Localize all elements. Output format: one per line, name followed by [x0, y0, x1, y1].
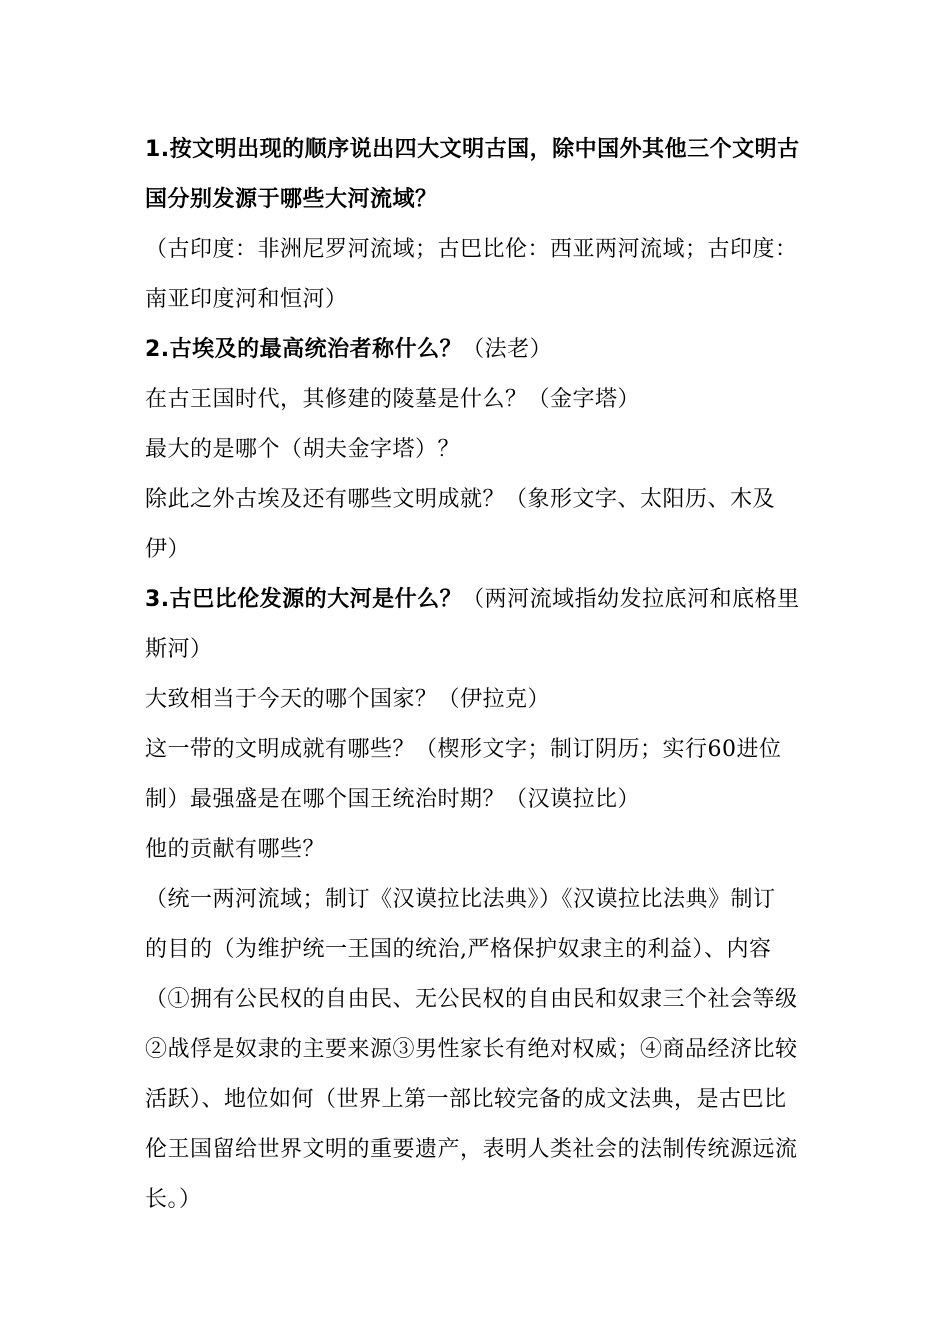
text-line-6	[145, 375, 805, 425]
text-line-21	[145, 1125, 805, 1175]
text-line-17	[145, 925, 805, 975]
question-text: 国分别发源于哪些大河流域？	[145, 187, 438, 212]
text-line-12	[145, 675, 805, 725]
answer-text: 大致相当于今天的哪个国家？（伊拉克）	[145, 687, 551, 712]
answer-text: 在古王国时代，其修建的陵墓是什么？（金字塔）	[145, 387, 641, 412]
document-body	[145, 125, 805, 1225]
text-line-16	[145, 875, 805, 925]
answer-text: ②战俘是奴隶的主要来源③男性家长有绝对权威；④商品经济比较	[145, 1037, 798, 1062]
text-line-3	[145, 225, 805, 275]
answer-text: （统一两河流域；制订《汉谟拉比法典》）《汉谟拉比法典》制订	[145, 887, 776, 912]
text-line-22	[145, 1175, 805, 1225]
answer-text: 活跃）、地位如何（世界上第一部比较完备的成文法典，是古巴比	[145, 1087, 787, 1112]
answer-text: 伦王国留给世界文明的重要遗产，表明人类社会的法制传统源远流	[145, 1137, 798, 1162]
text-line-10	[145, 575, 805, 625]
answer-text: （①拥有公民权的自由民、无公民权的自由民和奴隶三个社会等级	[145, 987, 798, 1012]
answer-text: （两河流域指幼发拉底河和底格里	[462, 587, 800, 612]
answer-text: 除此之外古埃及还有哪些文明成就？（象形文字、太阳历、木及	[145, 487, 776, 512]
question-text: 2.古埃及的最高统治者称什么？	[145, 337, 463, 362]
text-line-18	[145, 975, 805, 1025]
text-line-9	[145, 525, 805, 575]
text-line-14	[145, 775, 805, 825]
text-line-5	[145, 325, 805, 375]
question-text: 1.按文明出现的顺序说出四大文明古国，除中国外其他三个文明古	[145, 137, 800, 162]
text-line-13	[145, 725, 805, 775]
answer-text: 这一带的文明成就有哪些？（楔形文字；制订阴历；实行60进位	[145, 737, 782, 762]
answer-text: 制）最强盛是在哪个国王统治时期？（汉谟拉比）	[145, 787, 641, 812]
text-line-11	[145, 625, 805, 675]
answer-text: 的目的（为维护统一王国的统治,严格保护奴隶主的利益）、内容	[145, 937, 772, 962]
answer-text: （古印度：非洲尼罗河流域；古巴比伦：西亚两河流域；古印度：	[145, 237, 798, 262]
text-line-4	[145, 275, 805, 325]
answer-text: 长。）	[145, 1187, 202, 1212]
answer-text: 他的贡献有哪些？	[145, 837, 326, 862]
answer-text: 斯河）	[145, 637, 213, 662]
answer-text: 南亚印度河和恒河）	[145, 287, 348, 312]
text-line-1	[145, 125, 805, 175]
question-text: 3.古巴比伦发源的大河是什么？	[145, 587, 463, 612]
text-line-15	[145, 825, 805, 875]
text-line-19	[145, 1025, 805, 1075]
answer-text: （法老）	[462, 337, 553, 362]
text-line-2	[145, 175, 805, 225]
answer-text: 最大的是哪个（胡夫金字塔）？	[145, 437, 461, 462]
answer-text: 伊）	[145, 537, 191, 562]
text-line-8	[145, 475, 805, 525]
text-line-20	[145, 1075, 805, 1125]
text-line-7	[145, 425, 805, 475]
